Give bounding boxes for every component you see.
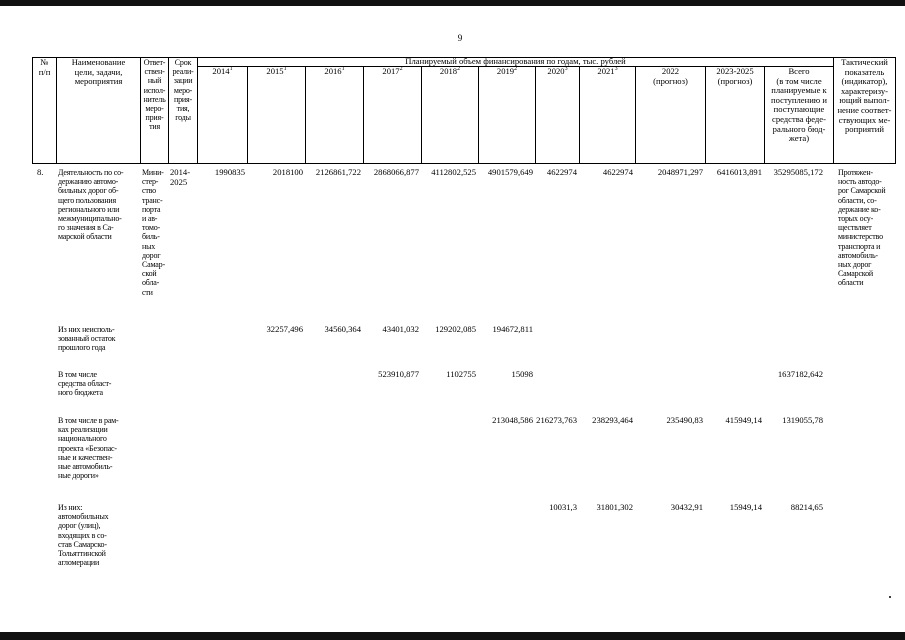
row-value-2019: 4901579,649: [487, 167, 533, 177]
row-value-2015: 2018100: [272, 167, 303, 177]
header-year-6: 2019$^2$: [496, 66, 518, 76]
header-year-7: 2020$^3$: [547, 66, 568, 76]
header-col-number: № п/п: [38, 57, 51, 77]
row-value-2016: 2126861,722: [315, 167, 361, 177]
scan-speck: [889, 596, 891, 598]
row-value-2019: 194672,811: [492, 324, 533, 334]
row-value-2022: 2048971,297: [657, 167, 703, 177]
row-total: 1637182,642: [777, 369, 823, 379]
row-value-2018: 1102755: [446, 369, 476, 379]
header-year-3: 2016$^1$: [324, 66, 345, 76]
row-value-2023-2025: 6416013,891: [716, 167, 762, 177]
row-value-2017: 43401,032: [382, 324, 419, 334]
row-indicator: Протяжен- ность автодо- рог Самарской области, со- держание ко- торых осу- ществляет министерство транспорта и автомобиль- ных дорог Самарской области: [838, 168, 886, 288]
header-year-10: 2023-2025 (прогноз): [716, 66, 754, 86]
header-year-4: 2017$^2$: [382, 66, 403, 76]
page-number: 9: [457, 33, 463, 43]
row-name: В том числе в рам- ках реализации национального проекта «Безопас- ные и качествен- ные автомобиль- ные дороги»: [58, 416, 119, 481]
header-col-total: Всего (в том числе планируемые к поступлению и поступающие средства феде- рального бюд- жета): [771, 66, 827, 144]
row-name: Деятельность по со- держанию автомо- бильных дорог об- щего пользования регионального или межмуниципально- го значения в Са- марской области: [58, 168, 124, 242]
row-total: 88214,65: [790, 502, 823, 512]
header-year-5: 2018$^2$: [439, 66, 461, 76]
header-year-2: 2015$^1$: [266, 66, 287, 76]
row-value-2017: 2868066,877: [373, 167, 419, 177]
header-financing-group: Планируемый объем финансирования по годам, тыс. рублей: [405, 56, 626, 66]
row-value-2023-2025: 15949,14: [729, 502, 762, 512]
row-value-2015: 32257,496: [266, 324, 303, 334]
row-name: Из них: автомобильных дорог (улиц), входящих в со- став Самарско- Тольяттинской агломерации: [58, 503, 109, 568]
header-year-9: 2022 (прогноз): [653, 66, 688, 86]
row-term: 2014- 2025: [170, 167, 191, 187]
row-name: Из них неисполь- зованный остаток прошлого года: [58, 325, 116, 353]
row-value-2020: 216273,763: [536, 415, 577, 425]
header-col-name: Наименование цели, задачи, мероприятия: [71, 57, 126, 87]
row-value-2022: 30432,91: [670, 502, 703, 512]
header-year-1: 2014$^1$: [212, 66, 233, 76]
scan-edge-top: [0, 0, 905, 6]
row-value-2022: 235490,83: [666, 415, 703, 425]
row-value-2021: 31801,302: [596, 502, 633, 512]
row-value-2017: 523910,877: [378, 369, 419, 379]
row-value-2018: 4112802,525: [431, 167, 476, 177]
row-value-2018: 129202,085: [435, 324, 476, 334]
header-col-responsible: Ответ- ствен- ный испол- нитель меро- прия- тия: [143, 58, 166, 132]
row-value-2016: 34560,364: [324, 324, 361, 334]
row-total: 35295085,172: [773, 167, 823, 177]
row-responsible: Мини- стер- ство транс- порта и ав- томо- биль- ных дорог Самар- ской обла- сти: [142, 168, 165, 297]
row-value-2019: 213048,586: [492, 415, 533, 425]
scan-edge-bottom: [0, 632, 905, 640]
row-total: 1319055,78: [782, 415, 823, 425]
row-value-2020: 10031,3: [549, 502, 577, 512]
row-value-2021: 238293,464: [592, 415, 633, 425]
row-value-2019: 15098: [511, 369, 533, 379]
header-year-8: 2021$^3$: [597, 66, 618, 76]
row-value-2021: 4622974: [602, 167, 633, 177]
row-name: В том числе средства област- ного бюджета: [58, 370, 112, 398]
header-col-indicator: Тактический показатель (индикатор), характеризу- ющий выпол- нение соответ- ствующих ме- роприятий: [837, 57, 892, 135]
header-col-term: Срок реали- зации меро- прия- тия, годы: [172, 58, 194, 123]
row-value-2020: 4622974: [546, 167, 577, 177]
row-number: 8.: [37, 167, 44, 177]
row-value-2023-2025: 415949,14: [725, 415, 762, 425]
row-value-2014: 1990835: [214, 167, 245, 177]
